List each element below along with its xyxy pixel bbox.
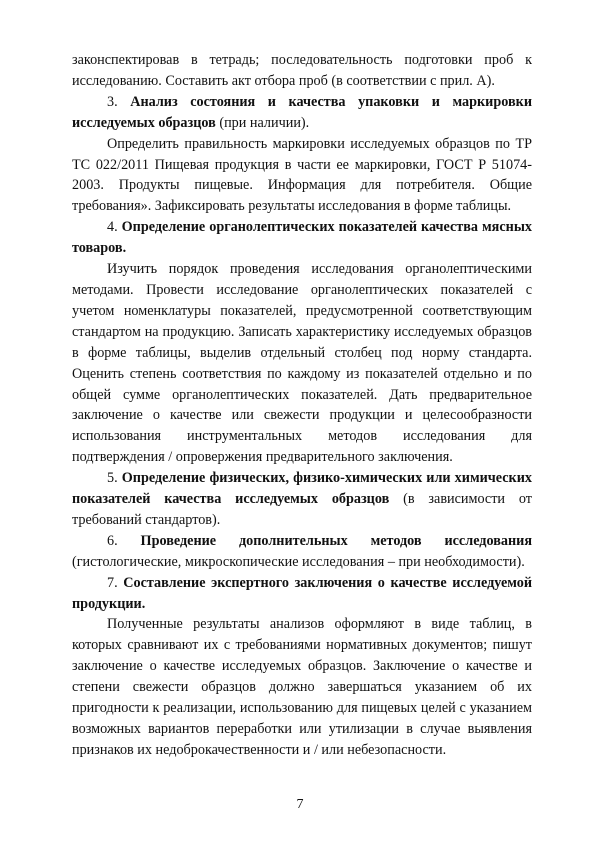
section-7-number: 7.: [107, 574, 118, 591]
section-7-body: Полученные результаты анализов оформляют в виде таблиц, в которых сравнивают их с требованиями нормативных документов; пишут заключение о качестве исследуемых образцов. Заключение о качестве и степени свежести образцов должно завершаться указанием об их пригодности к реализации, использованию для пищевых целей с указанием возможных вариантов переработки или утилизации в случае выявления признаков их недоброкачественности и / или небезопасности.: [72, 616, 532, 758]
section-6-tail: (гистологические, микроскопические исследования – при необходимости).: [72, 553, 525, 570]
section-6-heading: [72, 531, 532, 573]
section-4-title: Определение органолептических показателей качества мясных товаров.: [72, 219, 532, 257]
section-7-title: Составление экспертного заключения о качестве исследуемой продукции.: [72, 574, 532, 612]
section-6-number: 6.: [107, 532, 118, 549]
section-3-number: 3.: [107, 93, 118, 110]
section-3-body: Определить правильность маркировки исследуемых образцов по ТР ТС 022/2011 Пищевая продукция в части ее маркировки, ГОСТ Р 51074-2003. Продукты пищевые. Информация для потребителя. Общие требования». Зафиксировать результаты исследования в форме таблицы.: [72, 135, 532, 215]
section-7-heading: [72, 573, 532, 615]
section-4-body: Изучить порядок проведения исследования органолептическими методами. Провести исследование органолептических показателей с учетом номенклатуры показателей, предусмотренной соответствующим стандартом на продукцию. Записать характеристику исследуемых образцов в форме таблицы, выделив отдельный столбец под норму стандарта. Оценить степень соответствия по каждому из показателей отдельно и по общей сумме органолептических показателей. Дать предварительное заключение о качестве или свежести продукции и целесообразности использования инструментальных методов исследования для подтверждения / опровержения предварительного заключения.: [72, 261, 532, 466]
section-5-heading: [72, 468, 532, 531]
section-6-title: Проведение дополнительных методов исследования: [140, 532, 533, 549]
page-number: 7: [296, 797, 304, 812]
document-page: [72, 50, 532, 761]
section-5-tail: (в зависимости от требований стандартов).: [72, 491, 532, 528]
section-3-heading: [72, 92, 532, 134]
section-5-title: Определение физических, физико-химических или химических показателей качества исследуемых образцов: [72, 470, 533, 508]
section-5-number: 5.: [107, 470, 118, 487]
section-4-number: 4.: [107, 219, 118, 236]
section-3-title: Анализ состояния и качества упаковки и маркировки исследуемых образцов: [72, 93, 533, 131]
section-4-heading: [72, 217, 532, 259]
paragraph-continuation: законспектировав в тетрадь; последовательность подготовки проб к исследованию. Составить акт отбора проб (в соответствии с прил. А).: [72, 52, 532, 89]
section-3-tail: (при наличии).: [215, 114, 310, 131]
